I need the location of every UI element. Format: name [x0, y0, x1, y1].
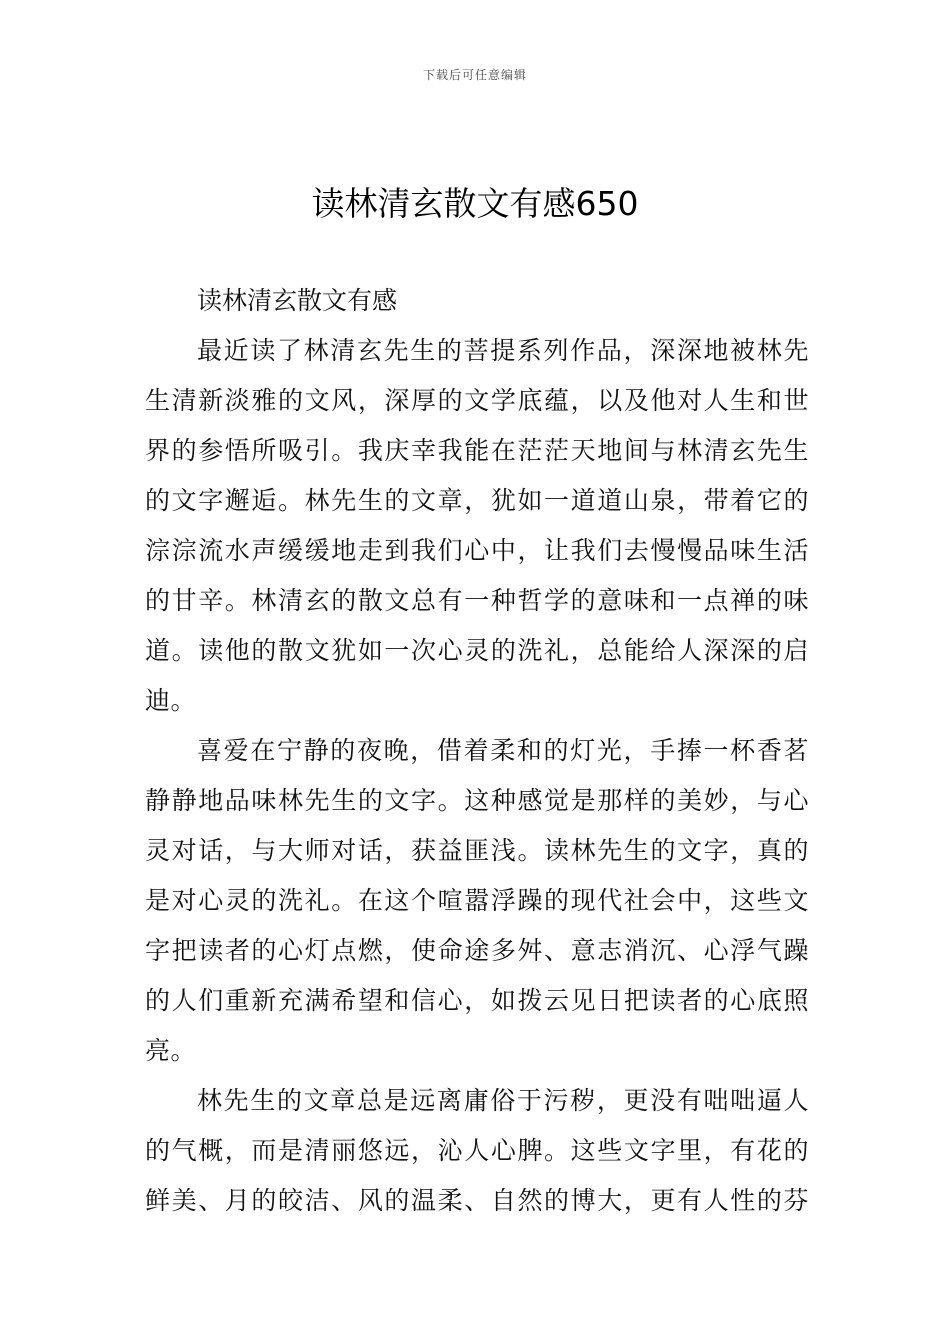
paragraph-3 [145, 1076, 809, 1226]
text-line: 的人们重新充满希望和信心，如拨云见日把读者的心底照 [145, 986, 809, 1015]
text-line: 界的参悟所吸引。我庆幸我能在茫茫天地间与林清玄先生 [145, 436, 809, 465]
text-line: 的文字邂逅。林先生的文章，犹如一道道山泉，带着它的 [145, 486, 809, 515]
paragraph-1 [145, 326, 809, 726]
document-body [145, 276, 809, 1226]
paragraph-2 [145, 726, 809, 1076]
text-line: 的气概，而是清丽悠远，沁人心脾。这些文字里，有花的 [145, 1136, 809, 1165]
document-subtitle: 读林清玄散文有感 [197, 286, 398, 315]
text-line: 林先生的文章总是远离庸俗于污秽，更没有咄咄逼人 [197, 1086, 809, 1115]
text-line: 喜爱在宁静的夜晚，借着柔和的灯光，手捧一杯香茗 [197, 736, 809, 765]
text-line: 的甘辛。林清玄的散文总有一种哲学的意味和一点禅的味 [145, 586, 809, 615]
text-line: 是对心灵的洗礼。在这个喧嚣浮躁的现代社会中，这些文 [145, 886, 809, 915]
text-line: 亮。 [145, 1036, 197, 1065]
header-note: 下载后可任意编辑 [422, 68, 527, 82]
document-title: 读林清玄散文有感650 [311, 184, 639, 223]
text-line: 迪。 [145, 686, 197, 715]
text-line: 灵对话，与大师对话，获益匪浅。读林先生的文字，真的 [145, 836, 809, 865]
text-line: 静静地品味林先生的文字。这种感觉是那样的美妙，与心 [145, 786, 809, 815]
text-line: 道。读他的散文犹如一次心灵的洗礼，总能给人深深的启 [145, 636, 809, 665]
text-line: 最近读了林清玄先生的菩提系列作品，深深地被林先 [197, 336, 809, 365]
text-line: 鲜美、月的皎洁、风的温柔、自然的博大，更有人性的芬 [145, 1186, 809, 1215]
text-line: 淙淙流水声缓缓地走到我们心中，让我们去慢慢品味生活 [145, 536, 809, 565]
text-line: 字把读者的心灯点燃，使命途多舛、意志消沉、心浮气躁 [145, 936, 809, 965]
text-line: 生清新淡雅的文风，深厚的文学底蕴，以及他对人生和世 [145, 386, 809, 415]
